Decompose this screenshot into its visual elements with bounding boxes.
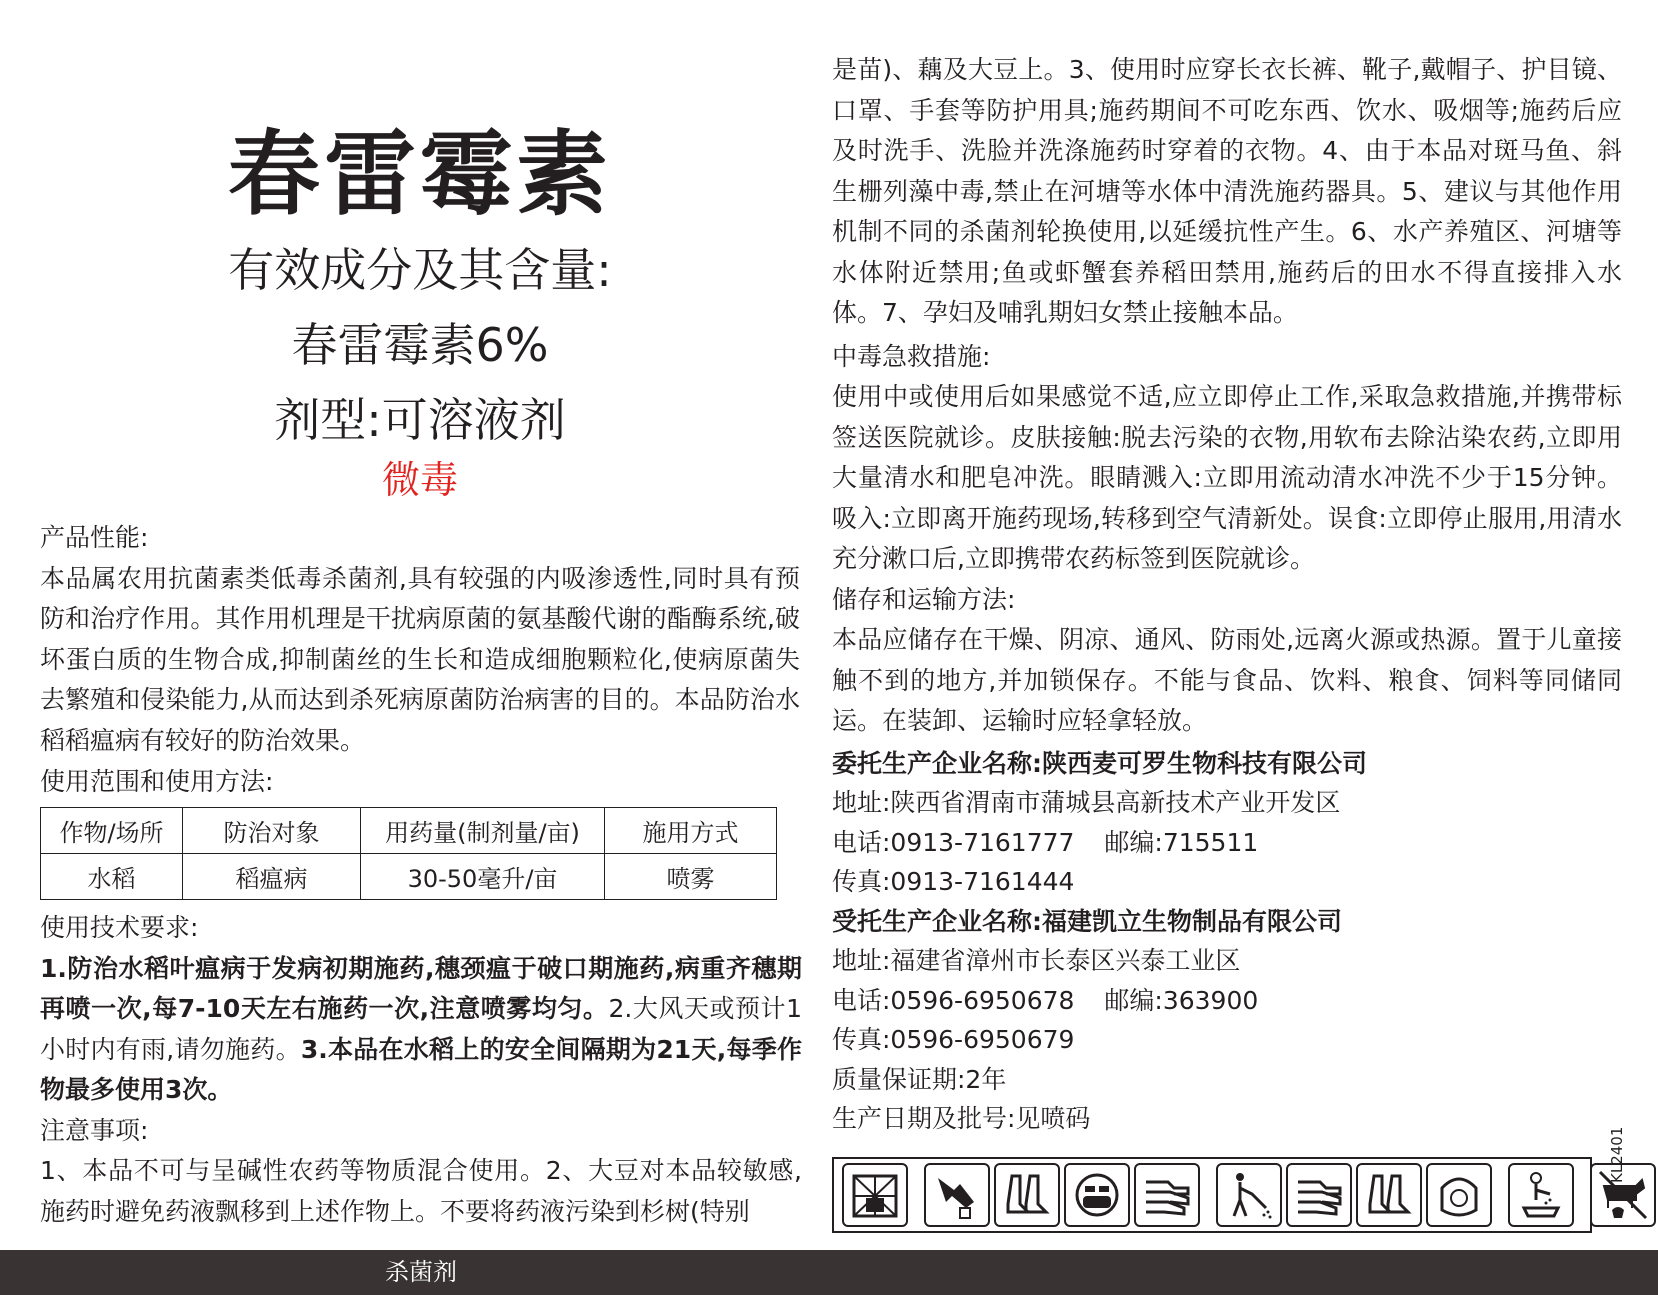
ingredient-heading: 有效成分及其含量:	[228, 243, 612, 297]
boots-icon	[1356, 1163, 1422, 1227]
table-header: 防治对象	[183, 808, 361, 854]
precautions-title: 注意事项:	[40, 1115, 149, 1145]
principal-postcode: 邮编:715511	[1104, 827, 1259, 857]
performance-text: 本品属农用抗菌素类低毒杀菌剂,具有较强的内吸渗透性,同时具有预防和治疗作用。其作用机理是干扰病原菌的氨基酸代谢的酯酶系统,破坏蛋白质的生物合成,抑制菌丝的生长和造成细胞颗粒化,使病原菌失去繁殖和侵染能力,从而达到杀死病原菌防治病害的目的。本品防治水稻稻瘟病有较好的防治效果。	[40, 563, 800, 755]
pictogram-group-after	[1506, 1163, 1576, 1227]
formulation: 剂型:可溶液剂	[274, 393, 566, 447]
first-aid-title: 中毒急救措施:	[832, 341, 991, 371]
batch-info: 生产日期及批号:见喷码	[832, 1104, 1091, 1133]
boots-icon	[994, 1163, 1060, 1227]
footer-bar	[0, 1250, 1658, 1295]
quality-period: 质量保证期:2年	[832, 1064, 1007, 1094]
precautions-text-right: 是苗)、藕及大豆上。3、使用时应穿长衣长裤、靴子,戴帽子、护目镜、口罩、手套等防护用具;施药期间不可吃东西、饮水、吸烟等;施药后应及时洗手、洗脸并洗涤施药时穿着的衣物。4、由于本品对斑马鱼、斜生栅列藻中毒,禁止在河塘等水体中清洗施药器具。5、建议与其他作用机制不同的杀菌剂轮换使用,以延缓抗性产生。6、水产养殖区、河塘等水体附近禁用;鱼或虾蟹套养稻田禁用,施药后的田水不得直接排入水体。7、孕妇及哺乳期妇女禁止接触本品。	[832, 55, 1622, 327]
technical-normal-1: 2.大风天或预计1小时内有雨,请勿施药。	[40, 994, 802, 1064]
store-locked-icon	[842, 1163, 908, 1227]
storage-title: 储存和运输方法:	[832, 584, 1016, 614]
manufacturer-name: 福建凯立生物制品有限公司	[1042, 906, 1343, 936]
pictogram-strip	[832, 1157, 1592, 1233]
manufacturer-fax: 传真:0596-6950679	[832, 1025, 1075, 1054]
first-aid-text: 使用中或使用后如果感觉不适,应立即停止工作,采取急救措施,并携带标签送医院就诊。皮肤接触:脱去污染的衣物,用软布去除沾染农药,立即用大量清水和肥皂冲洗。眼睛溅入:立即用流动清水冲洗不少于15分钟。吸入:立即离开施药现场,转移到空气清新处。误食:立即停止服用,用清水充分漱口后,立即携带农药标签到医院就诊。	[832, 382, 1622, 573]
performance-section	[40, 518, 800, 761]
principal-label: 委托生产企业名称:	[832, 748, 1042, 778]
manufacturer-address: 地址:福建省漳州市长泰区兴泰工业区	[832, 946, 1241, 975]
usage-table	[40, 807, 777, 900]
technical-bold-1: 1.防治水稻叶瘟病于发病初期施药,穗颈瘟于破口期施药,病重齐穗期再喷一次,每7-10天左右施药一次,注意喷雾均匀。	[40, 953, 802, 1023]
face-shield-icon	[1426, 1163, 1492, 1227]
principal-fax: 传真:0913-7161444	[832, 867, 1075, 896]
mask-icon	[1064, 1163, 1130, 1227]
table-header: 用药量(制剂量/亩)	[361, 808, 605, 854]
principal-phone: 电话:0913-7161777	[832, 827, 1075, 857]
table-cell: 喷雾	[605, 854, 777, 900]
principal-address: 地址:陕西省渭南市蒲城县高新技术产业开发区	[832, 788, 1341, 817]
table-cell: 水稻	[41, 854, 183, 900]
table-header-row	[41, 808, 777, 854]
right-column	[832, 50, 1622, 1139]
table-row	[41, 854, 777, 900]
table-header: 作物/场所	[41, 808, 183, 854]
manufacturer-postcode: 邮编:363900	[1104, 985, 1259, 1015]
toxicity-label: 微毒	[381, 458, 458, 502]
table-cell: 稻瘟病	[183, 854, 361, 900]
pictogram-group-mixing	[922, 1163, 1202, 1227]
storage-text: 本品应储存在干燥、阴凉、通风、防雨处,远离火源或热源。置于儿童接触不到的地方,并加锁保存。不能与食品、饮料、粮食、饲料等同储同运。在装卸、运输时应轻拿轻放。	[832, 625, 1622, 735]
product-name: 春雷霉素	[227, 121, 612, 228]
mix-pour-icon	[924, 1163, 990, 1227]
pictogram-group-storage	[840, 1163, 910, 1227]
performance-title: 产品性能:	[40, 523, 149, 552]
technical-section	[40, 908, 802, 1232]
technical-text	[40, 949, 802, 1111]
precautions-text-left: 1、本品不可与呈碱性农药等物质混合使用。2、大豆对本品较敏感,施药时避免药液飘移到上述作物上。不要将药液污染到杉树(特别	[40, 1156, 802, 1226]
footer-category: 杀菌剂	[385, 1258, 457, 1286]
manufacturer-company	[832, 902, 1622, 942]
table-cell: 30-50毫升/亩	[361, 854, 605, 900]
technical-bold-2: 3.本品在水稻上的安全间隔期为21天,每季作物最多使用3次。	[40, 1034, 803, 1104]
gloves-icon	[1286, 1163, 1352, 1227]
manufacturer-contact	[832, 981, 1622, 1021]
label-code: KL2401	[1608, 1126, 1626, 1183]
principal-company	[832, 744, 1622, 784]
manufacturer-label: 受托生产企业名称:	[832, 906, 1042, 936]
gloves-icon	[1134, 1163, 1200, 1227]
spray-icon	[1216, 1163, 1282, 1227]
usage-title: 使用范围和使用方法:	[40, 767, 274, 796]
manufacturer-phone: 电话:0596-6950678	[832, 985, 1075, 1015]
principal-contact	[832, 823, 1622, 863]
ingredient-value: 春雷霉素6%	[291, 318, 549, 372]
pictogram-group-spraying	[1214, 1163, 1494, 1227]
wash-hands-icon	[1508, 1163, 1574, 1227]
table-header: 施用方式	[605, 808, 777, 854]
technical-title: 使用技术要求:	[40, 913, 199, 942]
principal-name: 陕西麦可罗生物科技有限公司	[1042, 748, 1368, 778]
